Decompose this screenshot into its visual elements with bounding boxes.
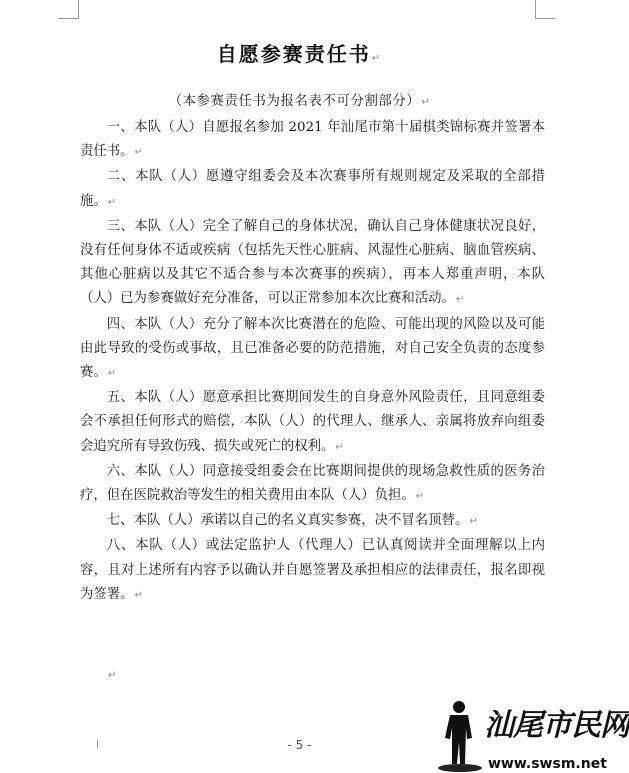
clause-2: 二、本队（人）愿遵守组委会及本次赛事所有规则规定及采取的全部措施。↵	[80, 169, 545, 209]
page-number: - 5 -	[287, 738, 312, 752]
paragraph-mark-icon: ↵	[455, 294, 465, 306]
clause-6: 六、本队（人）同意接受组委会在比赛期间提供的现场急救性质的医务治疗，但在医院救治等发生的相关费用由本队（人）负担。↵	[80, 463, 545, 504]
watermark-site-name: 汕尾市民网	[484, 708, 629, 743]
document-title: 自愿参赛责任书↵	[216, 42, 383, 66]
clause-3: 三、本队（人）完全了解自己的身体状况，确认自己身体健康状况良好，没有任何身体不适或疾病（包括先天性心脏病、风湿性心脏病、脑血管疾病、其他心脏病以及其它不适合参与本次赛事的疾病），再本人郑重声明，本队（人）已为参赛做好充分准备，可以正常参加本次比赛和活动。↵	[80, 218, 545, 307]
paragraph-mark-icon: ↵	[134, 589, 143, 601]
standing-person-silhouette-icon	[432, 698, 492, 773]
paragraph-mark-icon: ↵	[107, 196, 117, 208]
clause-5: 五、本队（人）愿意承担比赛期间发生的自身意外风险责任，且同意组委会不承担任何形式的赔偿，本队（人）的代理人、继承人、亲属将放弃向组委会追究所有导致伤残、损失或死亡的权利。↵	[80, 390, 545, 454]
clause-4: 四、本队（人）充分了解本次比赛潜在的危险、可能出现的风险以及可能由此导致的受伤或事故，且已准备必要的防范措施，对自己安全负责的态度参赛。↵	[80, 316, 545, 381]
document-body	[80, 116, 545, 608]
paragraph-mark-icon: ↵	[415, 491, 425, 503]
clause-1: 一、本队（人）自愿报名参加 2021 年汕尾市第十届棋类锦标赛并签署本责任书。↵	[80, 120, 545, 160]
paragraph-mark-icon: ↵	[371, 53, 383, 64]
clause-8: 八、本队（人）或法定监护人（代理人）已认真阅读并全面理解以上内容，且对上述所有内容予以确认并自愿签署及承担相应的法律责任，报名即视为签署。↵	[80, 538, 545, 602]
paragraph-mark-icon: ↵	[108, 670, 117, 681]
clause-7: 七、本队（人）承诺以自己的名义真实参赛，决不冒名顶替。↵	[106, 513, 478, 529]
watermark-url: www.swsm.net	[488, 756, 607, 772]
document-subtitle: （本参赛责任书为报名表不可分割部分）↵	[168, 94, 431, 109]
paragraph-mark-icon: ↵	[421, 97, 431, 108]
paragraph-mark-icon: ↵	[335, 441, 344, 453]
site-watermark	[432, 698, 629, 773]
paragraph-mark-icon: ↵	[107, 368, 117, 380]
paragraph-mark-icon: ↵	[134, 147, 143, 159]
paragraph-mark-icon: ↵	[469, 516, 478, 528]
